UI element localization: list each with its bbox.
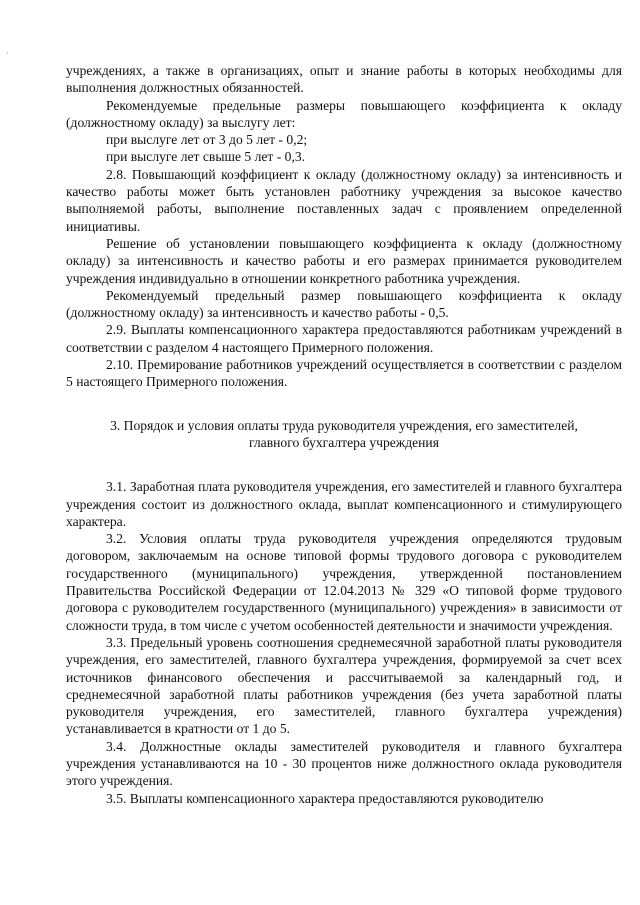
paragraph-3-1: 3.1. Заработная плата руководителя учреждения, его заместителей и главного бухгалтера учреждения состоит из должностного оклада, выплат компенсационного и стимулирующего характера. bbox=[66, 479, 622, 529]
paragraph-3-5: 3.5. Выплаты компенсационного характера предоставляются руководителю bbox=[106, 790, 544, 806]
paragraph-2-9: 2.9. Выплаты компенсационного характера предоставляются работникам учреждений в соответствии с разделом 4 настоящего Примерного положения. bbox=[66, 322, 622, 355]
scan-speck: · bbox=[6, 48, 9, 58]
seniority-item-3-5-years: при выслуге лет от 3 до 5 лет - 0,2; bbox=[106, 132, 308, 148]
paragraph-3-4: 3.4. Должностные оклады заместителей руководителя и главного бухгалтера учреждения устанавливаются на 10 - 30 процентов ниже должностного оклада руководителя этого учреждения. bbox=[66, 738, 622, 789]
paragraph-seniority-coefficient: Рекомендуемые предельные размеры повышающего коэффициента к окладу (должностному окладу) за выслугу лет: bbox=[66, 97, 622, 130]
paragraph-continuation: учреждениях, а также в организациях, опыт и знание работы в которых необходимы для выполнения должностных обязанностей. bbox=[66, 63, 622, 96]
document-page bbox=[66, 62, 622, 807]
paragraph-2-10: 2.10. Премирование работников учреждений осуществляется в соответствии с разделом 5 настоящего Примерного положения. bbox=[66, 357, 622, 390]
seniority-item-over-5-years: при выслуге лет свыше 5 лет - 0,3. bbox=[106, 149, 306, 165]
section-3-heading: 3. Порядок и условия оплаты труда руководителя учреждения, его заместителей, главного бухгалтера учреждения bbox=[110, 417, 578, 450]
paragraph-3-2: 3.2. Условия оплаты труда руководителя учреждения определяются трудовым договором, заключаемым на основе типовой формы трудового договора с руководителем государственного (муниципального) учреждения, утвержденной постановлением Правительства Российской Федерации от 12.04.2013 № 329 «О типовой форме трудового договора с руководителем государственного (муниципального) учреждения» в зависимости от сложности труда, в том числе с учетом особенностей деятельности и значимости учреждения. bbox=[66, 531, 622, 633]
paragraph-3-3: 3.3. Предельный уровень соотношения среднемесячной заработной платы руководителя учреждения, его заместителей, главного бухгалтера учреждения, формируемой за счет всех источников финансового обеспечения и рассчитываемой за календарный год, и среднемесячной заработной платы работников учреждения (без учета заработной платы руководителя учреждения, его заместителей, главного бухгалтера учреждения) устанавливается в кратности от 1 до 5. bbox=[66, 634, 622, 737]
paragraph-decision: Решение об установлении повышающего коэффициента к окладу (должностному окладу) за интенсивность и качество работы и его размерах принимается руководителем учреждения индивидуально в отношении конкретного работника учреждения. bbox=[66, 235, 622, 286]
paragraph-recommended-limit: Рекомендуемый предельный размер повышающего коэффициента к окладу (должностному окладу) за интенсивность и качество работы - 0,5. bbox=[66, 287, 622, 321]
paragraph-2-8: 2.8. Повышающий коэффициент к окладу (должностному окладу) за интенсивность и качество работы может быть установлен работнику учреждения за высокое качество выполняемой работы, выполнение поставленных задач с проявлением определенной инициативы. bbox=[66, 166, 622, 234]
